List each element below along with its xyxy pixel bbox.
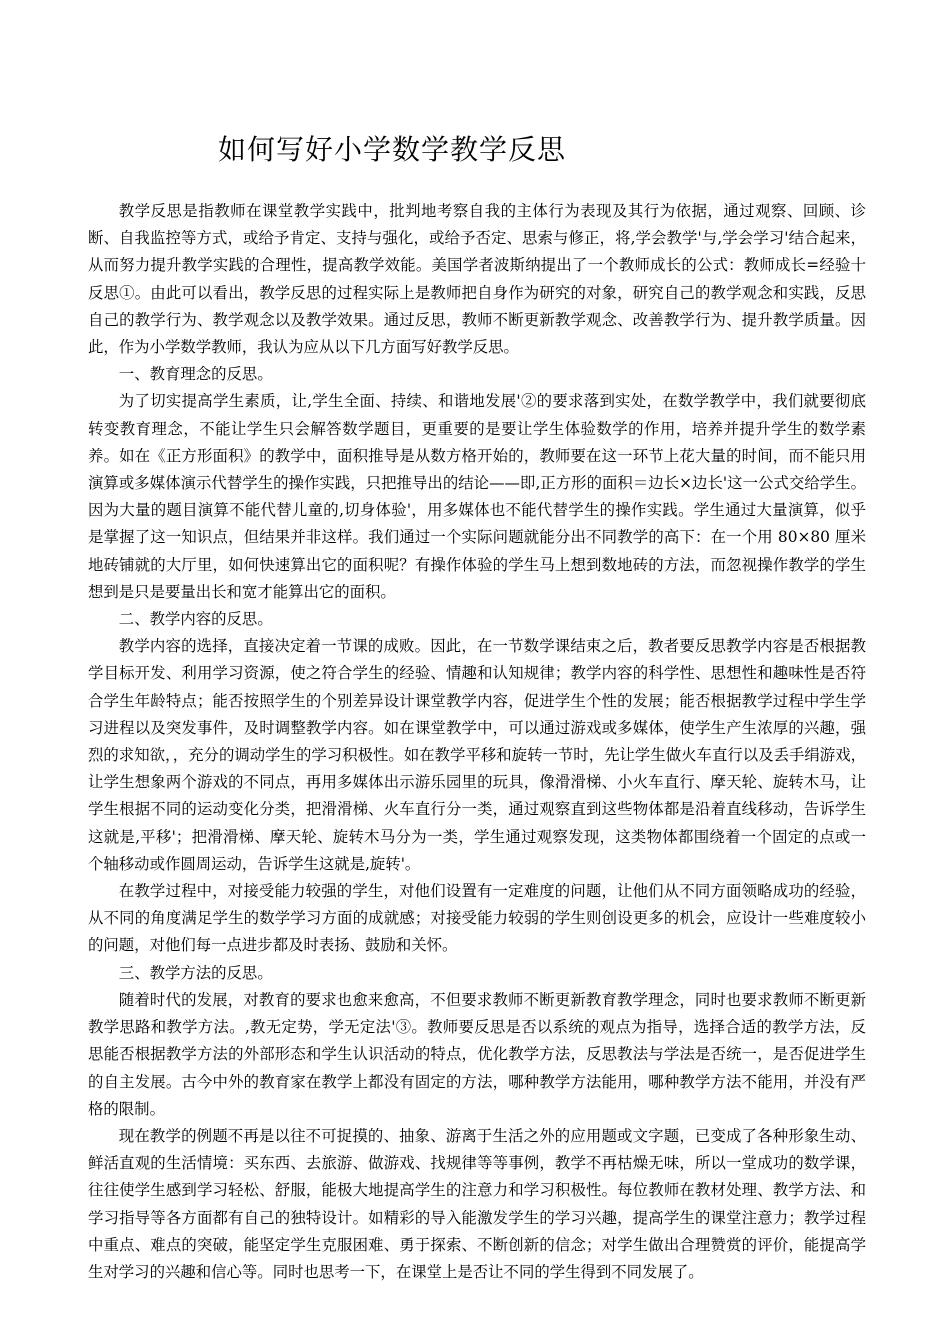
body-paragraph: 为了切实提高学生素质，让‚学生全面、持续、和谐地发展'②的要求落到实处，在数学教学中，我们就要彻底转变教育理念，不能让学生只会解答数学题目，更重要的是要让学生体验数学的作用，培养并提升学生的数学素养。如在《正方形面积》的教学中，面积推导是从数方格开始的，教师要在这一环节上花大量的时间，而不能只用演算或多媒体演示代替学生的操作实践，只把推导出的结论——即‚正方形的面积＝边长×边长'这一公式交给学生。因为大量的题目演算不能代替儿童的‚切身体验'，用多媒体也不能代替学生的操作实践。学生通过大量演算，似乎是掌握了这一知识点，但结果并非这样。我们通过一个实际问题就能分出不同教学的高下：在一个用 80×80 厘米地砖铺就的大厅里，如何快速算出它的面积呢？有操作体验的学生马上想到数地砖的方法，而忽视操作教学的学生想到是只是要量出长和宽才能算出它的面积。 [88,392,866,601]
section-heading: 二、教学内容的反思。 [118,610,273,629]
section-heading: 一、教育理念的反思。 [118,365,273,384]
body-paragraph: 现在教学的例题不再是以往不可捉摸的、抽象、游离于生活之外的应用题或文字题，已变成了各种形象生动、鲜活直观的生活情境：买东西、去旅游、做游戏、找规律等等事例，教学不再枯燥无味，所以一堂成功的数学课，往往使学生感到学习轻松、舒服，能极大地提高学生的注意力和学习积极性。每位教师在教材处理、教学方法、和学习指导等各方面都有自己的独特设计。如精彩的导入能激发学生的学习兴趣，提高学生的课堂注意力；教学过程中重点、难点的突破，能坚定学生克服困难、勇于探索、不断创新的信念；对学生做出合理赞赏的评价，能提高学生对学习的兴趣和信心等。同时也思考一下，在课堂上是否让不同的学生得到不同发展了。 [88,1126,866,1281]
body-paragraph: 在教学过程中，对接受能力较强的学生，对他们设置有一定难度的问题，让他们从不同方面领略成功的经验，从不同的角度满足学生的数学学习方面的成就感；对接受能力较弱的学生则创设更多的机会，应设计一些难度较小的问题，对他们每一点进步都及时表扬、鼓励和关怀。 [88,882,866,955]
body-paragraph: 教学反思是指教师在课堂教学实践中，批判地考察自我的主体行为表现及其行为依据，通过观察、回顾、诊断、自我监控等方式，或给予肯定、支持与强化，或给予否定、思索与修正，将‚学会教学'与‚学会学习'结合起来，从而努力提升教学实践的合理性，提高教学效能。美国学者波斯纳提出了一个教师成长的公式：教师成长=经验十反思①。由此可以看出，教学反思的过程实际上是教师把自身作为研究的对象，研究自己的教学观念和实践，反思自己的教学行为、教学观念以及教学效果。通过反思，教师不断更新教学观念、改善教学行为、提升教学质量。因此，作为小学数学教师，我认为应从以下几方面写好教学反思。 [88,202,866,357]
document-title: 如何写好小学数学教学反思 [218,133,567,166]
body-paragraph: 随着时代的发展，对教育的要求也愈来愈高，不但要求教师不断更新教育教学理念，同时也要求教师不断更新教学思路和教学方法。‚教无定势，学无定法'③。教师要反思是否以系统的观点为指导，选择合适的教学方法，反思能否根据教学方法的外部形态和学生认识活动的特点，优化教学方法，反思教法与学法是否统一，是否促进学生的自主发展。古今中外的教育家在教学上都没有固定的方法，哪种教学方法能用，哪种教学方法不能用，并没有严格的限制。 [88,990,866,1118]
document-body [88,198,866,1286]
body-paragraph: 教学内容的选择，直接决定着一节课的成败。因此，在一节数学课结束之后，教者要反思教学内容是否根据教学目标开发、利用学习资源，使之符合学生的经验、情趣和认知规律；教学内容的科学性、思想性和趣味性是否符合学生年龄特点；能否按照学生的个别差异设计课堂教学内容，促进学生个性的发展；能否根据教学过程中学生学习进程以及突发事件，及时调整教学内容。如在课堂教学中，可以通过游戏或多媒体，使学生产生浓厚的兴趣，强烈的求知欲，，充分的调动学生的学习积极性。如在教学平移和旋转一节时，先让学生做火车直行以及丢手绢游戏，让学生想象两个游戏的不同点，再用多媒体出示游乐园里的玩具，像滑滑梯、小火车直行、摩天轮、旋转木马，让学生根据不同的运动变化分类，把滑滑梯、火车直行分一类，通过观察直到这些物体都是沿着直线移动，告诉学生这就是‚平移'；把滑滑梯、摩天轮、旋转木马分为一类，学生通过观察发现，这类物体都围绕着一个固定的点或一个轴移动或作圆周运动，告诉学生这就是‚旋转'。 [88,637,866,873]
section-heading: 三、教学方法的反思。 [118,963,273,982]
